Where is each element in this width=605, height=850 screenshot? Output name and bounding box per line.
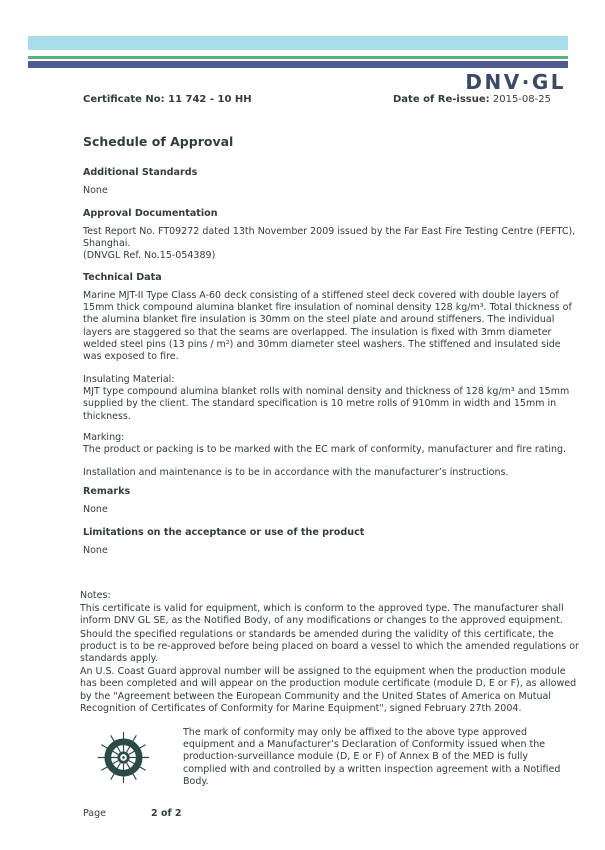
text-line: product is to be re-approved before being placed on board a vessel to which the amended regulations or: [80, 640, 579, 652]
page-title: Schedule of Approval: [83, 134, 234, 149]
notes-paragraph-1: [80, 603, 579, 627]
header-meta-row: [83, 94, 568, 108]
notes-paragraph-3: [80, 666, 579, 715]
text-line: welded steel pins (13 pins / m²) and 30mm diameter steel washers. The stiffened and insulated side: [83, 338, 561, 350]
reissue-date-label: Date of Re-issue:: [393, 94, 490, 105]
wheelmark-icon: [83, 727, 183, 786]
text-line: standards apply.: [80, 653, 158, 665]
text-line: production-surveillance module (D, E or F) of Annex B of the MED is fully: [183, 751, 529, 763]
text-line: complied with and controlled by a written inspection agreement with a Notified: [183, 763, 561, 775]
text-line: MJT type compound alumina blanket rolls with nominal density and thickness of 128 kg/m³ and 15mm: [83, 386, 570, 398]
notes-heading: Notes:: [80, 590, 111, 601]
text-line: Shanghai.: [83, 238, 131, 250]
text-line: was exposed to fire.: [83, 351, 179, 363]
reissue-date: [393, 94, 551, 105]
insulating-material-paragraph: [83, 374, 569, 423]
text-line: 15mm thick compound alumina blanket fire insulation of nominal density 128 kg/m³. Total thickness of: [83, 302, 572, 314]
text-line: supplied by the client. The standard specification is 10 metre rolls of 910mm in width and 15mm in: [83, 398, 557, 410]
text-line: equipment and a Manufacturer’s Declaration of Conformity issued when the: [183, 739, 546, 751]
heading-technical-data: Technical Data: [83, 272, 162, 283]
page-number-label: Page: [83, 808, 106, 819]
text-line: Should the specified regulations or standards be amended during the validity of this certificate, the: [80, 628, 554, 640]
approval-documentation-text: [83, 226, 575, 263]
notes-block: [80, 590, 579, 715]
text-line: An U.S. Coast Guard approval number will be assigned to the equipment when the production module: [80, 666, 566, 678]
header-bar-green: [28, 56, 568, 59]
text-line: This certificate is valid for equipment, which is conform to the approved type. The manufacturer shall: [80, 603, 564, 615]
conformity-mark-text: [183, 727, 560, 788]
text-line: The product or packing is to be marked with the EC mark of conformity, manufacturer and fire rating.: [83, 444, 567, 456]
installation-line: Installation and maintenance is to be in accordance with the manufacturer’s instructions.: [83, 467, 509, 478]
heading-limitations: Limitations on the acceptance or use of the product: [83, 527, 365, 538]
text-line: inform DNV GL SE, as the Notified Body, of any modifications or changes to the approved equipment.: [80, 615, 563, 627]
reissue-date-value: 2015-08-25: [492, 94, 551, 105]
notes-paragraph-2: [80, 629, 579, 666]
text-line: Body.: [183, 775, 209, 787]
marking-paragraph: [83, 432, 566, 456]
text-line: layers are staggered so that the seams are overlapped. The insulation is fixed with 3mm diameter: [83, 326, 552, 338]
text-line: has been completed and will appear on the production module certificate (module D, E or F), as allowed: [80, 678, 577, 690]
page-footer: [83, 808, 182, 819]
text-line: the alumina blanket fire insulation is 30mm on the steel plate and around stiffeners. The individual: [83, 314, 555, 326]
remarks-value: None: [83, 504, 108, 515]
text-line: Insulating Material:: [83, 374, 175, 385]
text-line: Test Report No. FT09272 dated 13th November 2009 issued by the Far East Fire Testing Centre (FEFTC),: [83, 226, 576, 237]
header-bar-cyan: [28, 36, 568, 50]
limitations-value: None: [83, 545, 108, 556]
conformity-mark-block: [83, 727, 560, 788]
heading-approval-documentation: Approval Documentation: [83, 208, 218, 219]
certificate-number: Certificate No: 11 742 - 10 HH: [83, 94, 252, 105]
additional-standards-value: None: [83, 185, 108, 196]
text-line: Marking:: [83, 432, 125, 443]
text-line: by the "Agreement between the European Community and the United States of America on Mutual: [80, 690, 551, 702]
text-line: thickness.: [83, 410, 131, 422]
text-line: (DNVGL Ref. No.15-054389): [83, 250, 216, 262]
technical-data-deck-paragraph: [83, 290, 572, 363]
text-line: Marine MJT-II Type Class A-60 deck consisting of a stiffened steel deck covered with double layers of: [83, 290, 559, 301]
text-line: The mark of conformity may only be affixed to the above type approved: [183, 727, 527, 738]
heading-remarks: Remarks: [83, 486, 131, 497]
heading-additional-standards: Additional Standards: [83, 167, 198, 178]
text-line: Recognition of Certificates of Conformity for Marine Equipment", signed February 27th 2004.: [80, 702, 522, 714]
page-number-value: 2 of 2: [151, 808, 182, 819]
header-bar-blue: [28, 61, 568, 68]
header-bars: [28, 36, 568, 68]
dnvgl-logo: DNV·GL: [465, 70, 566, 94]
